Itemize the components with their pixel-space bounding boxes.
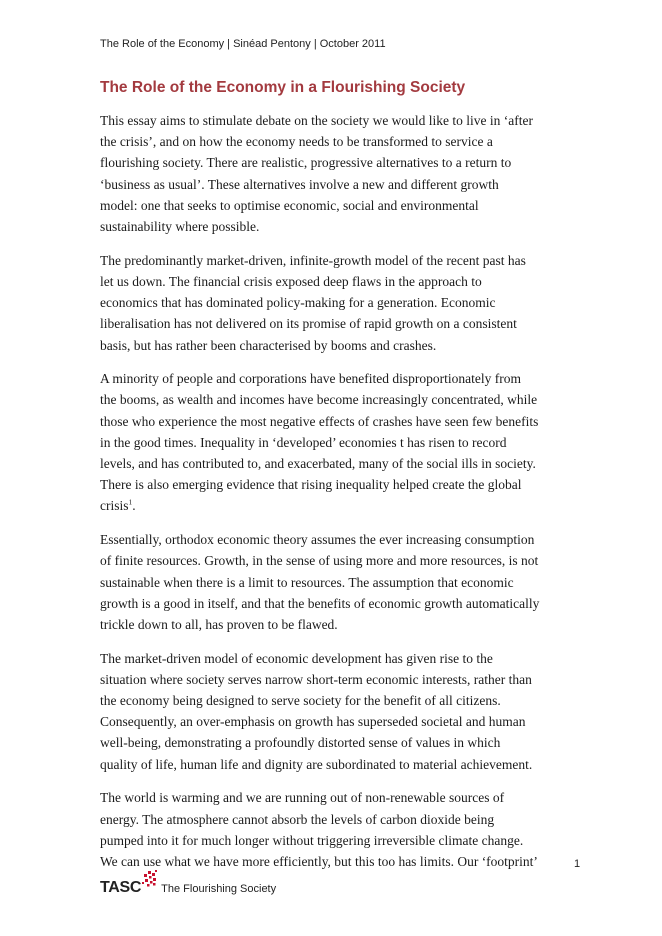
tasc-logo: [100, 870, 158, 896]
tasc-asterisk-icon: [142, 870, 158, 890]
text-line: We can use what we have more efficiently, but this too has limits. Our ‘footprint’: [100, 854, 538, 869]
text-line: energy. The atmosphere cannot absorb the levels of carbon dioxide being: [100, 811, 495, 827]
text-line: The market-driven model of economic development has given rise to the: [100, 650, 493, 666]
text-line: A minority of people and corporations have benefited disproportionately from: [100, 371, 522, 387]
article-body: [100, 110, 582, 885]
text-line: Essentially, orthodox economic theory assumes the ever increasing consumption: [100, 532, 535, 548]
text-line: growth is a good in itself, and that the benefits of economic growth automatically: [100, 595, 540, 611]
text-line: those who experience the most negative effects of crashes have seen few benefits: [100, 413, 539, 429]
text-line: the booms, as wealth and incomes have become increasingly concentrated, while: [100, 392, 538, 408]
text-line: of finite resources. Growth, in the sense of using more and more resources, is not: [100, 553, 539, 569]
text-line: quality of life, human life and dignity are subordinated to material achievement.: [100, 756, 533, 772]
text-line: sustainable when there is a limit to resources. The assumption that economic: [100, 574, 514, 590]
text-line: model: one that seeks to optimise economic, social and environmental: [100, 197, 479, 213]
text-line: Consequently, an over-emphasis on growth has superseded societal and human: [100, 714, 526, 730]
text-line: pumped into it for much longer without triggering irreversible climate change.: [100, 832, 524, 848]
text-line: The predominantly market-driven, infinite-growth model of the recent past has: [100, 252, 526, 268]
text-line: trickle down to all, has proven to be flawed.: [100, 616, 338, 632]
running-header: The Role of the Economy | Sinéad Pentony | October 2011: [100, 38, 386, 50]
paragraph: [100, 110, 582, 237]
page-footer: [100, 872, 276, 896]
text-line: The world is warming and we are running out of non-renewable sources of: [100, 790, 505, 806]
text-line: This essay aims to stimulate debate on the society we would like to live in ‘after: [100, 113, 534, 128]
text-line: well-being, demonstrating a profoundly distorted sense of values in which: [100, 735, 501, 751]
paragraph: [100, 368, 582, 516]
text-line-end: .: [132, 498, 136, 514]
text-line: economics that has dominated policy-making for a generation. Economic: [100, 295, 496, 311]
text-line: let us down. The financial crisis exposed deep flaws in the approach to: [100, 273, 482, 289]
text-line: liberalisation has not delivered on its promise of rapid growth on a consistent: [100, 316, 517, 332]
text-line-content: crisis: [100, 498, 129, 514]
paragraph: [100, 648, 582, 775]
text-line: ‘business as usual’. These alternatives involve a new and different growth: [100, 176, 499, 192]
text-line: the economy being designed to serve society for the benefit of all citizens.: [100, 693, 501, 709]
page-number: 1: [574, 858, 581, 870]
text-line: [100, 495, 582, 516]
text-line: the crisis’, and on how the economy needs to be transformed to service a: [100, 134, 493, 150]
footer-label: The Flourishing Society: [161, 883, 277, 895]
paragraph: [100, 787, 582, 872]
text-line: situation where society serves narrow short-term economic interests, rather than: [100, 671, 532, 687]
paragraph: [100, 250, 582, 356]
text-line: levels, and has contributed to, and exacerbated, many of the social ills in society.: [100, 456, 536, 472]
text-line: flourishing society. There are realistic, progressive alternatives to a return to: [100, 155, 512, 171]
text-line: There is also emerging evidence that rising inequality helped create the global: [100, 477, 522, 493]
paragraph: [100, 529, 582, 635]
tasc-logo-text: TASC: [100, 879, 142, 896]
text-line: sustainability where possible.: [100, 219, 260, 235]
text-line: basis, but has rather been characterised by booms and crashes.: [100, 337, 437, 353]
footnote-reference[interactable]: 1: [128, 497, 133, 507]
text-line: in the good times. Inequality in ‘developed’ economies t has risen to record: [100, 434, 507, 450]
article-title: The Role of the Economy in a Flourishing Society: [100, 79, 466, 96]
